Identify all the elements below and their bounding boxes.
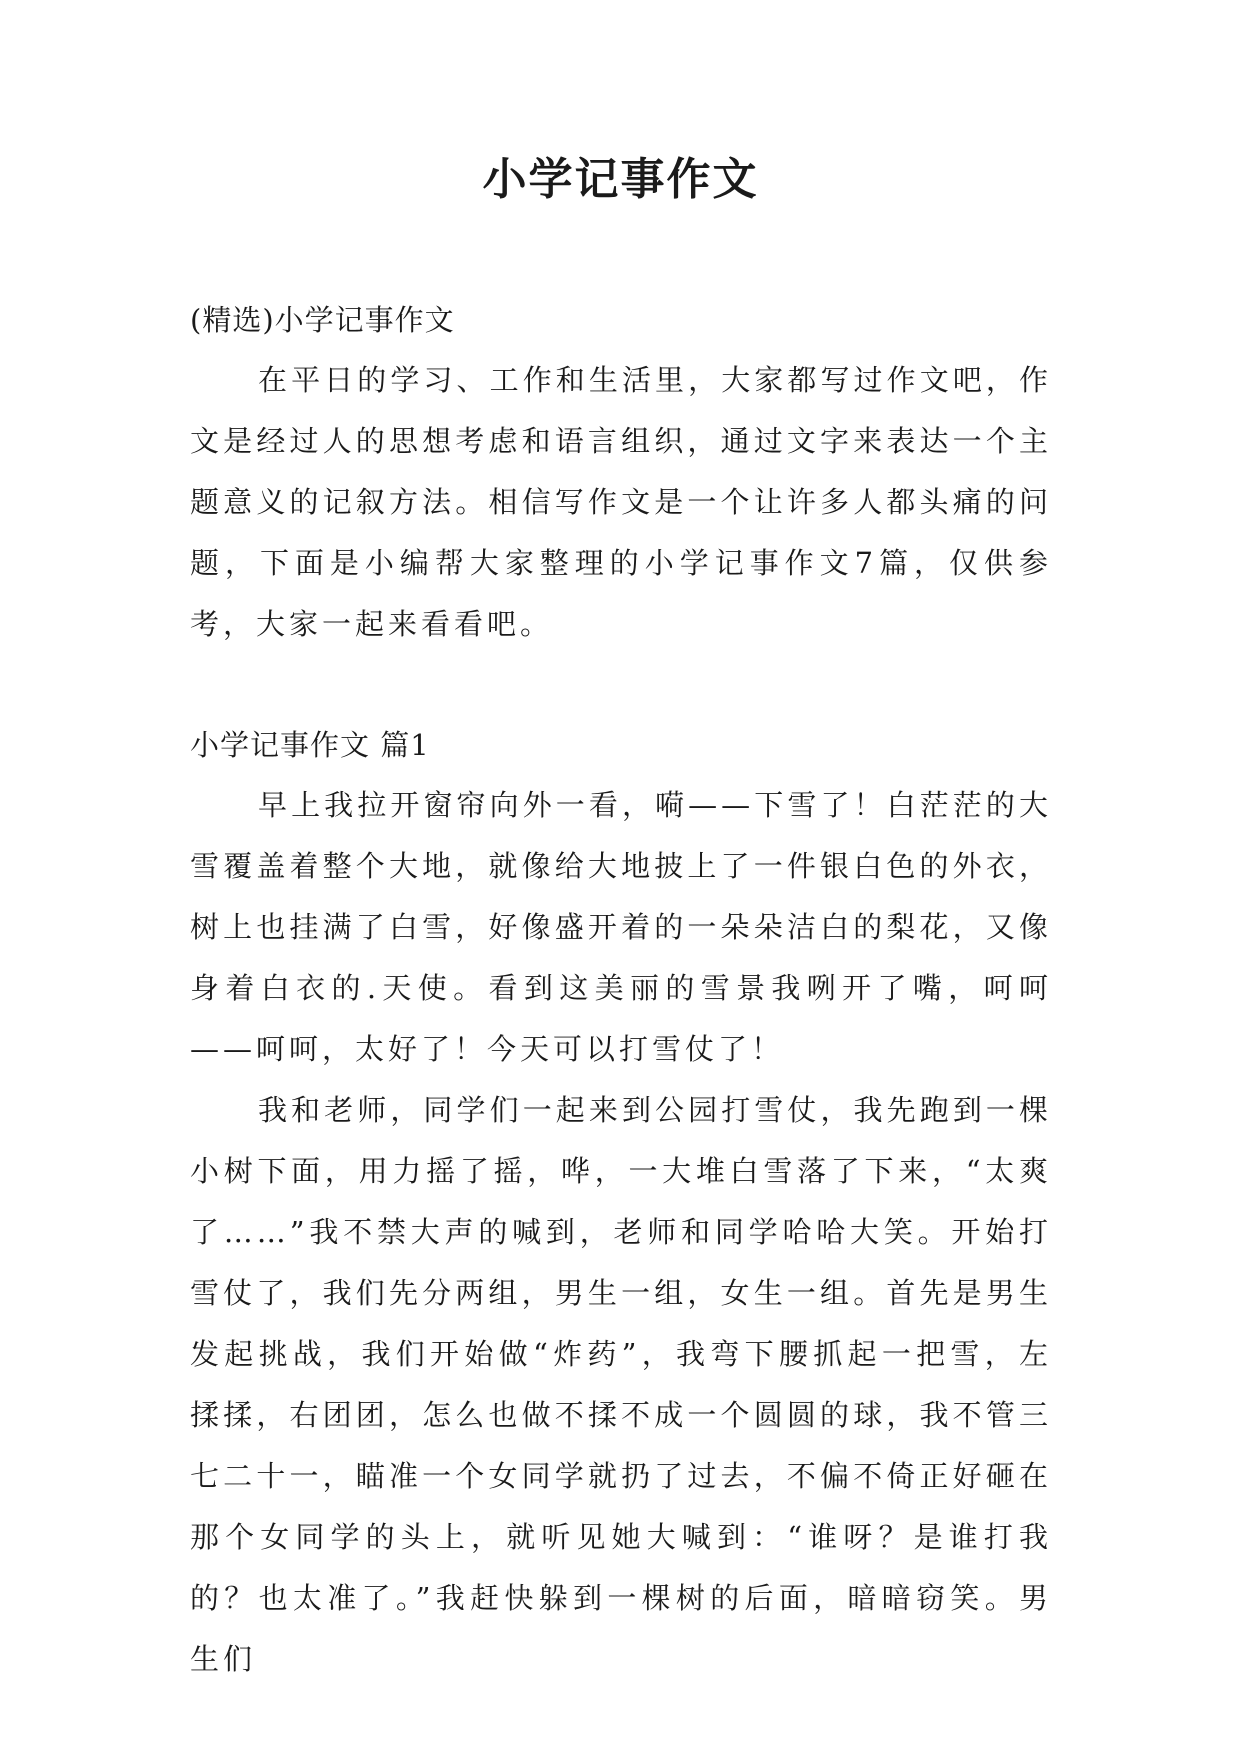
intro-paragraph: 在平日的学习、工作和生活里，大家都写过作文吧，作文是经过人的思想考虑和语言组织，通过文字来表达一个主题意义的记叙方法。相信写作文是一个让许多人都头痛的问题，下面是小编帮大家整理的小学记事作文7篇，仅供参考，大家一起来看看吧。 (190, 363, 1052, 641)
section-heading: 小学记事作文 篇1 (190, 728, 430, 762)
essay-paragraph: 早上我拉开窗帘向外一看，嗬——下雪了！白茫茫的大雪覆盖着整个大地，就像给大地披上了一件银白色的外衣，树上也挂满了白雪，好像盛开着的一朵朵洁白的梨花，又像身着白衣的.天使。看到这美丽的雪景我咧开了嘴，呵呵——呵呵，太好了！今天可以打雪仗了！ (190, 788, 1052, 1066)
essay-section (190, 715, 1052, 1690)
section-spacer (190, 655, 1052, 715)
document-body (190, 290, 1052, 1690)
document-subtitle: (精选)小学记事作文 (190, 303, 455, 337)
document-title: 小学记事作文 (482, 154, 759, 205)
essay-paragraph: 我和老师，同学们一起来到公园打雪仗，我先跑到一棵小树下面，用力摇了摇，哗，一大堆白雪落了下来，“太爽了……”我不禁大声的喊到，老师和同学哈哈大笑。开始打雪仗了，我们先分两组，男生一组，女生一组。首先是男生发起挑战，我们开始做“炸药”，我弯下腰抓起一把雪，左揉揉，右团团，怎么也做不揉不成一个圆圆的球，我不管三七二十一，瞄准一个女同学就扔了过去，不偏不倚正好砸在那个女同学的头上，就听见她大喊到：“谁呀？是谁打我的？也太准了。”我赶快躲到一棵树的后面，暗暗窃笑。男生们 (190, 1093, 1052, 1676)
